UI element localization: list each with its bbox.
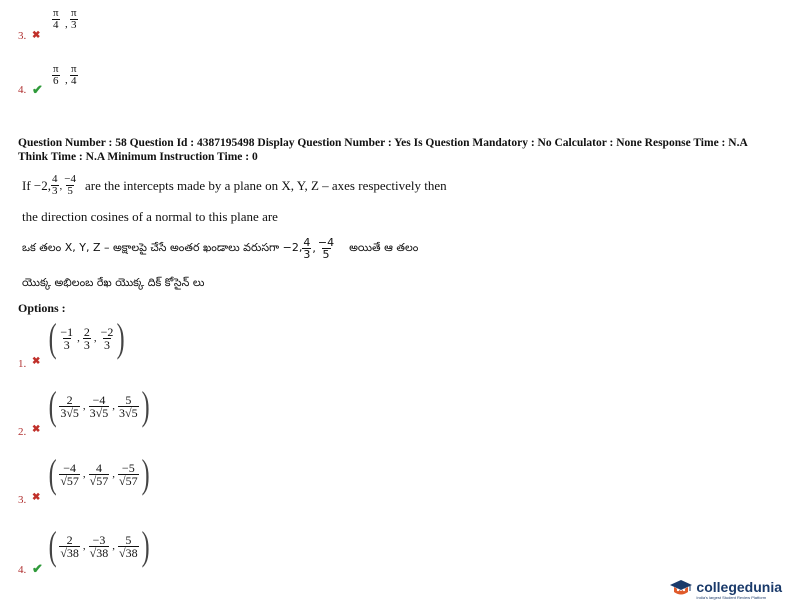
option-2-vector: ( $\frac{2}{3√5}$ , $\frac{-4}{3√5}$ , $\frac{5}{3√5}$ ) [48, 383, 150, 428]
wrong-mark-icon: ✖ [32, 492, 41, 503]
option-4-number: 4. [18, 564, 27, 576]
question-telugu-line-2: యొక్క అభిలంబ రేఖ యొక్క దిక్ కోసైన్ లు [22, 276, 205, 289]
question-line-2: the direction cosines of a normal to this plane are [22, 209, 278, 224]
option-1-frac1: $\frac{-1}{3}$ [60, 324, 74, 352]
prev-option-4-frac1: $\frac{\pi}{6}$ [53, 63, 59, 87]
option-4 [18, 523, 238, 580]
prev-option-3-frac1: $\frac{\pi}{4}$ [53, 7, 59, 31]
option-4-frac2: $\frac{-3}{√38}$ [89, 532, 109, 560]
option-1-frac2: $\frac{2}{3}$ [83, 324, 90, 352]
wrong-mark-icon: ✖ [32, 356, 41, 367]
option-3-frac1: $\frac{-4}{√57}$ [60, 460, 79, 488]
wrong-mark-icon: ✖ [32, 30, 41, 41]
option-4-vector: ( $\frac{2}{√38}$ , $\frac{-3}{√38}$ , $\frac{5}{√38}$ ) [48, 523, 150, 568]
collegedunia-logo [669, 578, 782, 600]
question-header: Question Number : 58 Question Id : 4387195498 Display Question Number : Yes Is Question Mandatory : No Calculator : None Response Time : N.A Think Time : N.A Minimum Instruction Time : 0 [18, 137, 748, 163]
intercept-z: $\frac{-4}{5}$ [64, 173, 76, 197]
correct-mark-icon: ✔ [32, 82, 43, 97]
logo-name: collegedunia [696, 578, 782, 595]
option-4-frac1: $\frac{2}{√38}$ [60, 532, 79, 560]
question-line-1: If −2, $\frac{4}{3}$ , $\frac{-4}{5}$ are the intercepts made by a plane on X, Y, Z – axes respectively then [22, 173, 447, 197]
correct-mark-icon: ✔ [32, 561, 43, 576]
prev-option-3-number: 3. [18, 30, 27, 42]
telugu-intercept-z: $\frac{-4}{5}$ [317, 236, 335, 261]
option-2 [18, 383, 238, 440]
option-2-frac3: $\frac{5}{3√5}$ [119, 392, 138, 420]
option-1-vector: ( $\frac{-1}{3}$ , $\frac{2}{3}$ , $\frac{-2}{3}$ ) [48, 315, 126, 360]
option-1-frac3: $\frac{-2}{3}$ [100, 324, 114, 352]
option-3 [18, 451, 238, 508]
intercept-y: $\frac{4}{3}$ [52, 173, 58, 197]
option-3-frac2: $\frac{4}{√57}$ [89, 460, 109, 488]
wrong-mark-icon: ✖ [32, 424, 41, 435]
option-1 [18, 315, 218, 370]
graduation-cap-icon [669, 578, 693, 600]
option-4-frac3: $\frac{5}{√38}$ [119, 532, 138, 560]
option-1-number: 1. [18, 358, 27, 370]
option-2-frac1: $\frac{2}{3√5}$ [60, 392, 79, 420]
telugu-intercept-y: $\frac{4}{3}$ [303, 236, 311, 261]
options-label: Options : [18, 301, 66, 315]
question-telugu-line-1: ఒక తలం X, Y, Z – అక్షాలపై చేసే అంతర ఖండాలు వరుసగా −2, $\frac{4}{3}$ , $\frac{-4}{5}$ అయితే ఆ తలం [22, 236, 419, 261]
prev-option-4-number: 4. [18, 84, 27, 96]
prev-option-4-frac2: $\frac{\pi}{4}$ [71, 63, 77, 87]
option-2-frac2: $\frac{-4}{3√5}$ [89, 392, 109, 420]
option-3-frac3: $\frac{-5}{√57}$ [119, 460, 138, 488]
option-3-vector: ( $\frac{-4}{√57}$ , $\frac{4}{√57}$ , $\frac{-5}{√57}$ ) [48, 451, 150, 496]
prev-option-3-frac2: $\frac{\pi}{3}$ [71, 7, 77, 31]
logo-tagline: India's largest Student Review Platform [696, 594, 767, 600]
option-3-number: 3. [18, 494, 27, 506]
option-2-number: 2. [18, 426, 27, 438]
